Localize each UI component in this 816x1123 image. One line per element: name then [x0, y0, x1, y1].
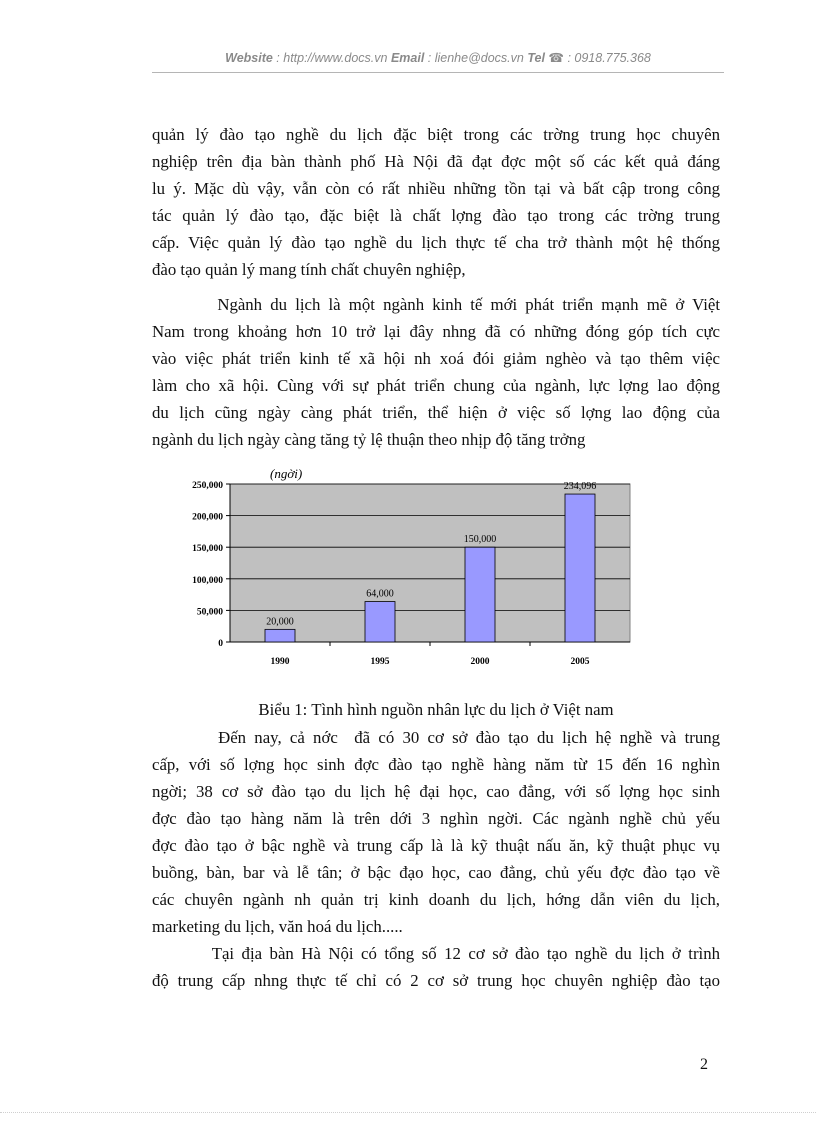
text-line: ngành du lịch ngày càng tăng tỷ lệ thuận theo nhịp độ tăng trởng	[152, 430, 586, 449]
bar	[265, 629, 295, 642]
text-line: buồng, bàn, bar và lễ tân; ở bậc đạo học, cao đẳng, chủ yếu đợc đào tạo về	[152, 863, 720, 882]
y-tick-label: 150,000	[192, 544, 223, 555]
data-label: 150,000	[463, 534, 497, 546]
tel-value: ☎ : 0918.775.368	[544, 51, 651, 65]
y-tick-label: 0	[218, 639, 223, 649]
bar	[465, 547, 495, 642]
y-tick-label: 100,000	[192, 575, 223, 586]
paragraph-2	[152, 291, 720, 453]
text-line: lu ý. Mặc dù vậy, vẫn còn có rất nhiều những tồn tại và bất cập trong công	[152, 179, 720, 198]
text-line: tác quản lý đào tạo, đặc biệt là chất lợng đào tạo trong các trờng trung	[152, 206, 720, 225]
bottom-divider	[0, 1112, 816, 1113]
text-line: đợc đào tạo ở bậc nghề và trung cấp là là kỹ thuật nấu ăn, kỹ thuật phục vụ	[152, 836, 720, 855]
tel-label: Tel	[527, 51, 545, 65]
email-value: : lienhe@docs.vn	[424, 51, 528, 65]
text-line: Ngành du lịch là một ngành kinh tế mới phát triển mạnh mẽ ở Việt	[152, 295, 720, 314]
text-line: ngời; 38 cơ sở đào tạo du lịch hệ đại học, cao đẳng, với số lợng học sinh	[152, 782, 720, 801]
paragraph-3	[152, 724, 720, 940]
text-line: cấp, với số lợng học sinh đợc đào tạo nghề hàng năm từ 15 đến 16 nghìn	[152, 755, 720, 774]
text-line: đợc đào tạo hàng năm là trên dới 3 nghìn ngời. Các ngành nghề chủ yếu	[152, 809, 720, 828]
text-line: vào việc phát triển kinh tế xã hội nh xoá đói giảm nghèo và tạo thêm việc	[152, 349, 720, 368]
page-number: 2	[700, 1056, 708, 1073]
text-line: du lịch cũng ngày càng phát triển, thể hiện ở việc số lợng lao động của	[152, 403, 720, 422]
y-tick-label: 250,000	[192, 481, 223, 491]
text-line: cấp. Việc quản lý đào tạo nghề du lịch thực tế cha trở thành một hệ thống	[152, 233, 720, 252]
website-value: : http://www.docs.vn	[272, 51, 391, 65]
bar	[365, 602, 395, 642]
text-line: Nam trong khoảng hơn 10 trở lại đây nhng đã có những đóng góp tích cực	[152, 322, 720, 341]
text-line: làm cho xã hội. Cùng với sự phát triển chung của ngành, lực lợng lao động	[152, 376, 720, 395]
text-line: quản lý đào tạo nghề du lịch đặc biệt trong các trờng trung học chuyên	[152, 125, 720, 144]
x-tick-label: 1995	[370, 657, 390, 667]
data-label: 234,096	[563, 481, 597, 493]
paragraph-4	[152, 940, 720, 994]
email-label: Email	[390, 51, 425, 65]
page-header	[152, 50, 724, 73]
text-line: các chuyên ngành nh quản trị kinh doanh du lịch, hớng dẫn viên du lịch,	[152, 890, 720, 909]
x-tick-label: 1990	[270, 657, 290, 667]
text-line: nghiệp trên địa bàn thành phố Hà Nội đã đạt đợc một số các kết quả đáng	[152, 152, 720, 171]
website-label: Website	[225, 51, 273, 65]
workforce-bar-chart	[170, 460, 650, 680]
data-label: 64,000	[366, 588, 394, 600]
unit-label: (ngời)	[270, 466, 303, 481]
y-tick-label: 200,000	[192, 512, 223, 523]
data-label: 20,000	[266, 616, 294, 628]
bar	[565, 494, 595, 642]
paragraph-1	[152, 121, 720, 283]
text-line: Tại địa bàn Hà Nội có tổng số 12 cơ sở đào tạo nghề du lịch ở trình	[152, 944, 720, 963]
text-line: đào tạo quản lý mang tính chất chuyên nghiệp,	[152, 260, 466, 279]
x-tick-label: 2000	[470, 657, 490, 667]
chart-caption: Biểu 1: Tình hình nguồn nhân lực du lịch ở Việt nam	[258, 700, 614, 719]
text-line: độ trung cấp nhng thực tế chỉ có 2 cơ sở trung học chuyên nghiệp đào tạo	[152, 971, 720, 990]
y-tick-label: 50,000	[196, 607, 223, 618]
text-line: marketing du lịch, văn hoá du lịch.....	[152, 917, 403, 936]
x-tick-label: 2005	[570, 657, 590, 667]
text-line: Đến nay, cả nớc đã có 30 cơ sở đào tạo du lịch hệ nghề và trung	[152, 728, 720, 747]
